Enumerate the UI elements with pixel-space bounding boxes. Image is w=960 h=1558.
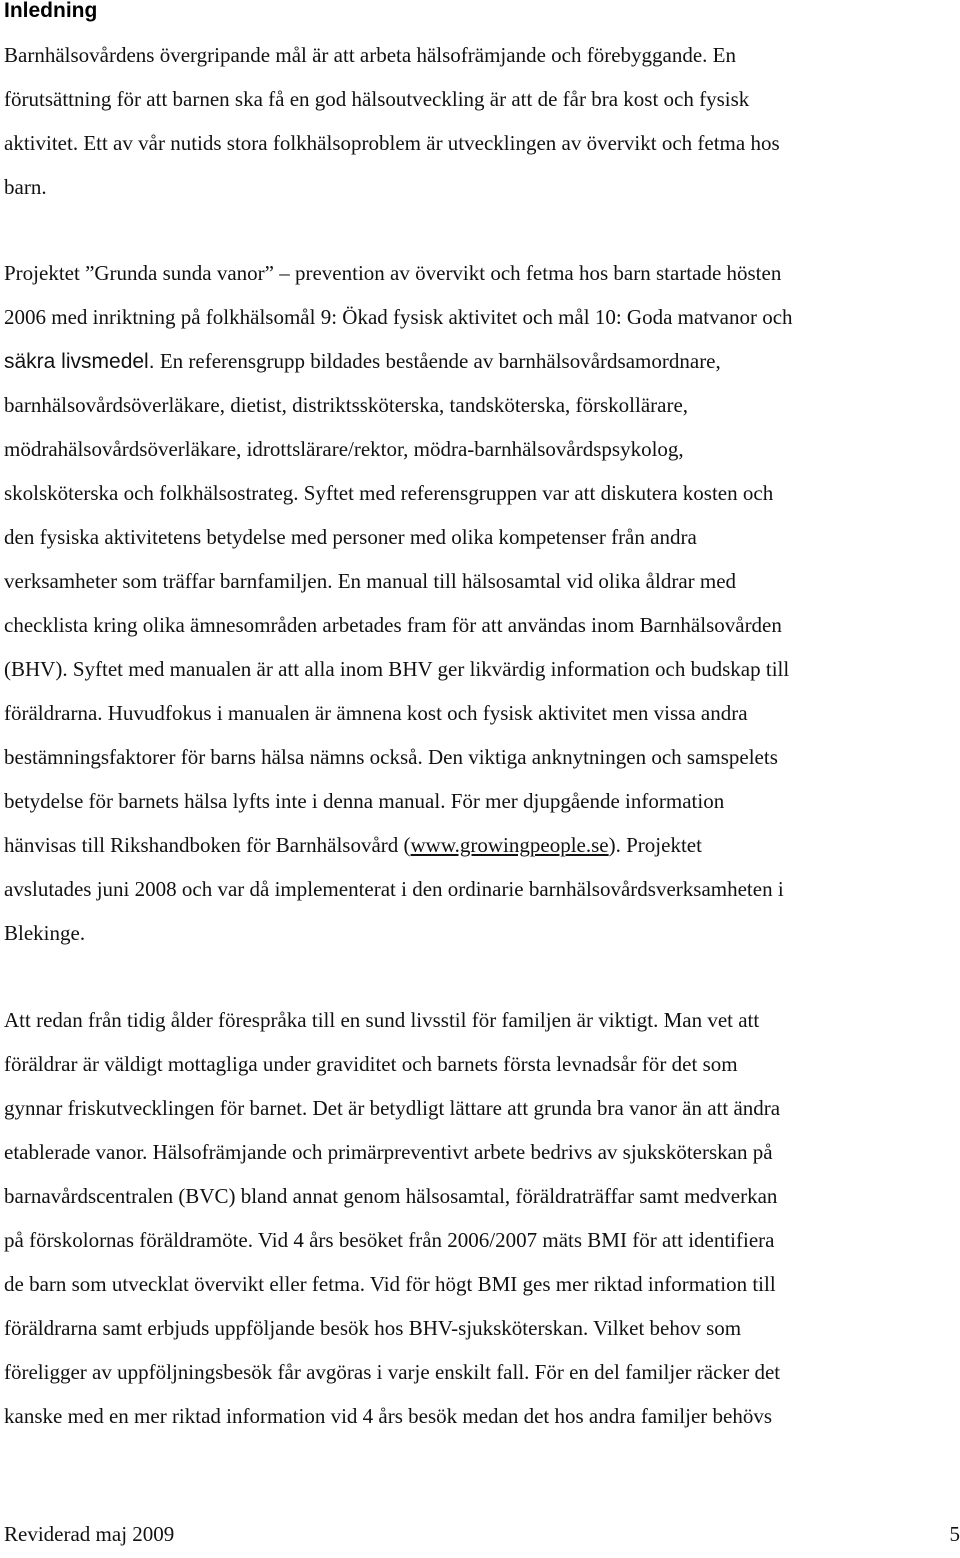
prevention-paragraph xyxy=(4,998,960,1438)
text-line: föräldrarna samt erbjuds uppföljande besök hos BHV-sjuksköterskan. Vilket behov som xyxy=(4,1316,742,1340)
intro-paragraph xyxy=(4,33,960,209)
text-line xyxy=(4,823,960,867)
text-line: betydelse för barnets hälsa lyfts inte i denna manual. För mer djupgående information xyxy=(4,789,725,813)
revision-footer: Reviderad maj 2009 xyxy=(4,1522,175,1546)
text-line: Blekinge. xyxy=(4,921,86,945)
text-line: föreligger av uppföljningsbesök får avgöras i varje enskilt fall. För en del familjer räcker det xyxy=(4,1360,781,1384)
text-fragment: En referensgrupp bildades bestående av barnhälsovårdsamordnare, xyxy=(154,349,721,373)
text-line: Barnhälsovårdens övergripande mål är att arbeta hälsofrämjande och förebyggande. En xyxy=(4,43,736,67)
text-line: föräldrar är väldigt mottagliga under graviditet och barnets första levnadsår för det som xyxy=(4,1052,738,1076)
text-line: kanske med en mer riktad information vid 4 års besök medan det hos andra familjer behövs xyxy=(4,1404,773,1428)
text-line: barn. xyxy=(4,175,47,199)
text-line: barnhälsovårdsöverläkare, dietist, distriktssköterska, tandsköterska, förskollärare, xyxy=(4,393,689,417)
text-line: 2006 med inriktning på folkhälsomål 9: Ökad fysisk aktivitet och mål 10: Goda matvanor och xyxy=(4,305,793,329)
text-line: verksamheter som träffar barnfamiljen. En manual till hälsosamtal vid olika åldrar med xyxy=(4,569,737,593)
text-line: föräldrarna. Huvudfokus i manualen är ämnena kost och fysisk aktivitet men vissa andra xyxy=(4,701,748,725)
text-line: skolsköterska och folkhälsostrateg. Syftet med referensgruppen var att diskutera kosten och xyxy=(4,481,774,505)
text-line: bestämningsfaktorer för barns hälsa nämns också. Den viktiga anknytningen och samspelets xyxy=(4,745,778,769)
text-line: avslutades juni 2008 och var då implementerat i den ordinarie barnhälsovårdsverksamheten i xyxy=(4,877,784,901)
text-line: den fysiska aktivitetens betydelse med personer med olika kompetenser från andra xyxy=(4,525,697,549)
text-line: aktivitet. Ett av vår nutids stora folkhälsoproblem är utvecklingen av övervikt och fetma hos xyxy=(4,131,780,155)
text-line: barnavårdscentralen (BVC) bland annat genom hälsosamtal, föräldraträffar samt medverkan xyxy=(4,1184,778,1208)
text-line: (BHV). Syftet med manualen är att alla inom BHV ger likvärdig information och budskap till xyxy=(4,657,790,681)
text-line: gynnar friskutvecklingen för barnet. Det är betydligt lättare att grunda bra vanor än att ändra xyxy=(4,1096,781,1120)
text-line xyxy=(4,339,960,383)
text-line: de barn som utvecklat övervikt eller fetma. Vid för högt BMI ges mer riktad information till xyxy=(4,1272,776,1296)
text-line: Projektet ”Grunda sunda vanor” – prevention av övervikt och fetma hos barn startade hösten xyxy=(4,261,782,285)
growingpeople-link[interactable]: www.growingpeople.se xyxy=(410,833,609,857)
text-line: mödrahälsovårdsöverläkare, idrottslärare/rektor, mödra-barnhälsovårdspsykolog, xyxy=(4,437,684,461)
text-fragment: hänvisas till Rikshandboken för Barnhälsovård ( xyxy=(4,833,411,857)
page-number: 5 xyxy=(949,1522,960,1546)
text-fragment: ). Projektet xyxy=(608,833,702,857)
section-heading: Inledning xyxy=(4,0,98,22)
text-line: Att redan från tidig ålder förespråka till en sund livsstil för familjen är viktigt. Man vet att xyxy=(4,1008,760,1032)
text-line: på förskolornas föräldramöte. Vid 4 års besöket från 2006/2007 mäts BMI för att identifiera xyxy=(4,1228,775,1252)
text-fragment-sans: säkra livsmedel. xyxy=(4,350,155,373)
project-paragraph xyxy=(4,251,960,955)
text-line: etablerade vanor. Hälsofrämjande och primärpreventivt arbete bedrivs av sjuksköterskan på xyxy=(4,1140,773,1164)
text-line: förutsättning för att barnen ska få en god hälsoutveckling är att de får bra kost och fysisk xyxy=(4,87,750,111)
text-line: checklista kring olika ämnesområden arbetades fram för att användas inom Barnhälsovården xyxy=(4,613,782,637)
